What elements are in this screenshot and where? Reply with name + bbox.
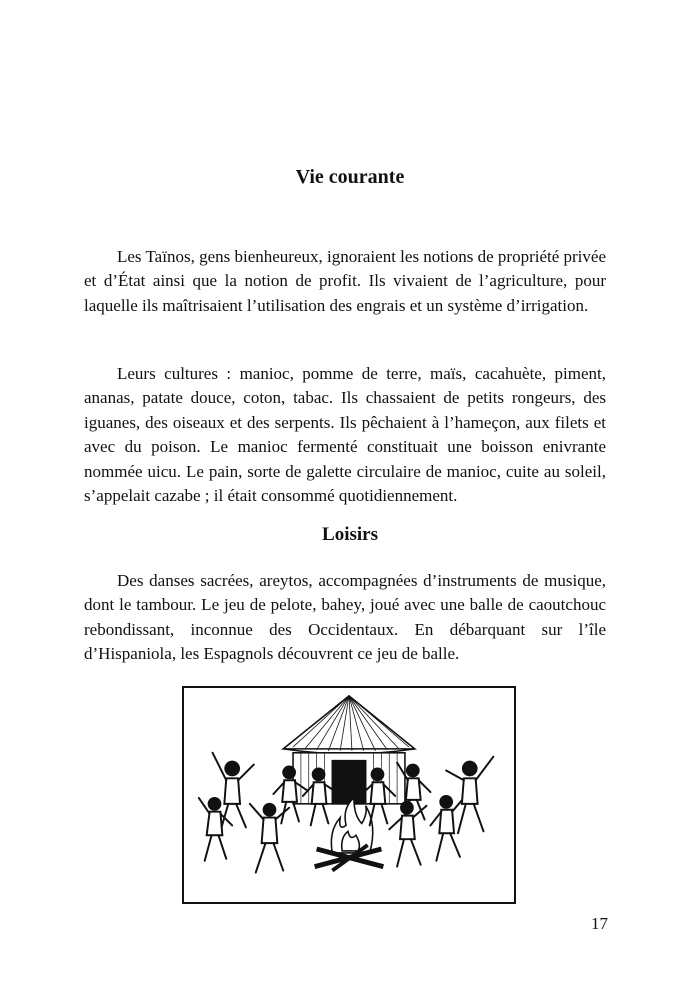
dancer [389, 802, 426, 867]
section-title-loisirs: Loisirs [322, 524, 378, 545]
paragraph-loisirs-1: Des danses sacrées, areytos, accompagnées d’instruments de musique, dont le tambour. Le jeu de pelote, bahey, joué avec une balle de caoutchouc rebondissant, inconnue des Occidentaux. En débarquant sur l’île d’Hispaniola, les Espagnols découvrent ce jeu de balle. [84, 571, 606, 664]
paragraph-vie-courante-1: Les Taïnos, gens bienheureux, ignoraient les notions de propriété privée et d’État ainsi que la notion de profit. Ils vivaient de l’agriculture, pour laquelle ils maîtrisaient l’utilisation des engrais et un système d’irrigation. [84, 247, 606, 315]
dance-around-fire-drawing [184, 688, 514, 902]
page-number: 17 [591, 914, 608, 933]
paragraph-vie-courante-2: Leurs cultures : manioc, pomme de terre, maïs, cacahuète, piment, ananas, patate douce, coton, tabac. Ils chassaient de petits rongeurs, des iguanes, des oiseaux et des serpents. Ils pêchaient à l’hameçon, aux filets et avec du poison. Le manioc fermenté constituait une boisson enivrante nommée uicu. Le pain, sorte de galette circulaire de manioc, cuite au soleil, s’appelait cazabe ; il était consommé quotidiennement. [84, 364, 606, 506]
section-title-vie-courante: Vie courante [295, 166, 405, 188]
illustration-areyto-dance [182, 686, 516, 904]
